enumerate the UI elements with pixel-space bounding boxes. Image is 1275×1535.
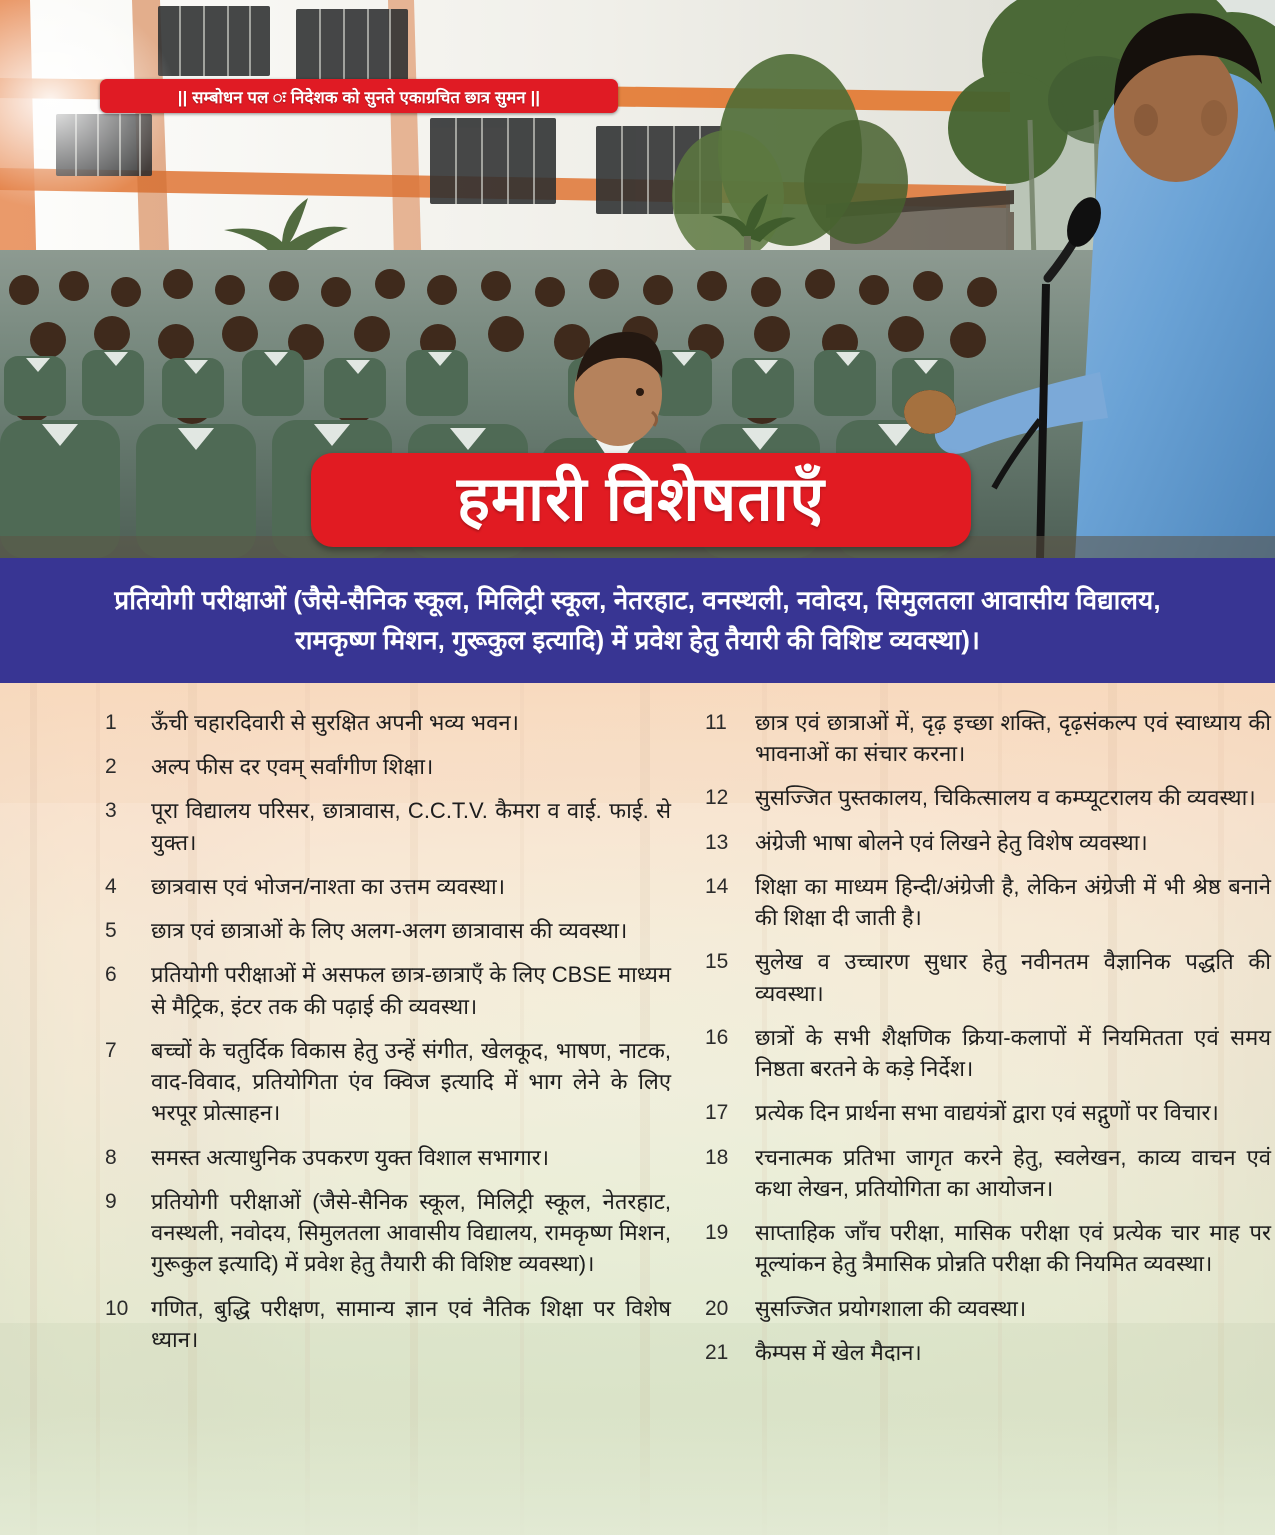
item-text: अंग्रेजी भाषा बोलने एवं लिखने हेतु विशेष व्यवस्था।	[755, 829, 1148, 855]
item-number: 10	[105, 1296, 129, 1320]
page-title: हमारी विशेषताएँ	[457, 465, 825, 534]
item-text: गणित, बुद्धि परीक्षण, सामान्य ज्ञान एवं नैतिक शिक्षा पर विशेष ध्यान।	[151, 1295, 671, 1352]
list-item	[105, 915, 671, 946]
bottom-fade	[0, 1415, 1275, 1535]
list-item	[105, 1186, 671, 1280]
item-text: साप्ताहिक जाँच परीक्षा, मासिक परीक्षा एवं प्रत्येक चार माह पर मूल्यांकन हेतु त्रैमासिक प्रोन्नति परीक्षा की नियमित व्यवस्था।	[755, 1220, 1271, 1277]
item-number: 19	[705, 1221, 729, 1245]
features-column-left	[105, 707, 671, 1381]
item-text: छात्रों के सभी शैक्षणिक क्रिया-कलापों में नियमितता एवं समय निष्ठता बरतने के कड़े निर्देश।	[755, 1024, 1271, 1082]
features-section	[0, 683, 1275, 1535]
subtitle-band	[0, 558, 1275, 683]
item-number: 12	[705, 786, 729, 810]
item-number: 20	[705, 1296, 729, 1320]
item-text: छात्र एवं छात्राओं के लिए अलग-अलग छात्रावास की व्यवस्था।	[151, 918, 628, 944]
item-text: सुसज्जित पुस्तकालय, चिकित्सालय व कम्प्यूटरालय की व्यवस्था।	[755, 785, 1256, 811]
item-text: प्रत्येक दिन प्रार्थना सभा वाद्ययंत्रों द्वारा एवं सद्गुणों पर विचार।	[755, 1100, 1219, 1126]
list-item	[705, 1022, 1271, 1084]
item-number: 7	[105, 1038, 117, 1062]
item-text: रचनात्मक प्रतिभा जागृत करने हेतु, स्वलेखन, काव्य वाचन एवं कथा लेखन, प्रतियोगिता का आयोजन।	[755, 1144, 1271, 1201]
list-item	[105, 795, 671, 857]
item-number: 9	[105, 1189, 117, 1213]
list-item	[705, 782, 1271, 813]
list-item	[105, 707, 671, 738]
item-text: सुसज्जित प्रयोगशाला की व्यवस्था।	[755, 1295, 1027, 1321]
list-item	[705, 1142, 1271, 1204]
item-text: अल्प फीस दर एवम् सर्वांगीण शिक्षा।	[151, 754, 434, 780]
list-item	[705, 946, 1271, 1008]
item-number: 6	[105, 963, 117, 987]
subtitle-text: प्रतियोगी परीक्षाओं (जैसे-सैनिक स्कूल, मिलिट्री स्कूल, नेतरहाट, वनस्थली, नवोदय, सिमुलतला आवासीय विद्यालय, रामकृष्ण मिशन, गुरूकुल इत्यादि) में प्रवेश हेतु तैयारी की विशिष्ट व्यवस्था)।	[114, 584, 1161, 655]
item-text: ऊँची चहारदिवारी से सुरक्षित अपनी भव्य भवन।	[151, 710, 519, 735]
item-text: पूरा विद्यालय परिसर, छात्रावास, C.C.T.V. कैमरा व वाई. फाई. से युक्त।	[151, 798, 671, 855]
item-text: छात्रवास एवं भोजन/नाश्ता का उत्तम व्यवस्था।	[151, 873, 506, 899]
photo-caption-text: || सम्बोधन पल ः निदेशक को सुनते एकाग्रचित छात्र सुमन ||	[177, 88, 541, 107]
item-text: छात्र एवं छात्राओं में, दृढ़ इच्छा शक्ति, दृढ़संकल्प एवं स्वाध्याय की भावनाओं का संचार करना।	[755, 710, 1271, 767]
item-number: 4	[105, 874, 117, 898]
item-number: 1	[105, 711, 117, 734]
item-text: शिक्षा का माध्यम हिन्दी/अंग्रेजी है, लेकिन अंग्रेजी में भी श्रेष्ठ बनाने की शिक्षा दी जाती है।	[755, 873, 1271, 931]
list-item	[105, 871, 671, 902]
item-number: 18	[705, 1145, 729, 1169]
feature-list-left	[105, 707, 671, 1355]
item-number: 13	[705, 830, 729, 854]
item-number: 17	[705, 1101, 729, 1125]
list-item	[105, 1293, 671, 1355]
item-number: 5	[105, 919, 117, 943]
list-item	[105, 1035, 671, 1129]
item-number: 11	[705, 711, 727, 734]
item-text: समस्त अत्याधुनिक उपकरण युक्त विशाल सभागार।	[151, 1144, 550, 1170]
list-item	[105, 1142, 671, 1173]
list-item	[705, 1097, 1271, 1128]
item-number: 8	[105, 1145, 117, 1169]
page-title-plate	[311, 453, 971, 547]
list-item	[705, 1337, 1271, 1368]
item-number: 15	[705, 950, 729, 974]
item-text: बच्चों के चतुर्दिक विकास हेतु उन्हें संगीत, खेलकूद, भाषण, नाटक, वाद-विवाद, प्रतियोगिता एंव क्विज इत्यादि में भाग लेने के लिए भरपूर प्रोत्साहन।	[151, 1037, 671, 1126]
item-number: 21	[705, 1340, 729, 1364]
item-text: सुलेख व उच्चारण सुधार हेतु नवीनतम वैज्ञानिक पद्धति की व्यवस्था।	[755, 949, 1271, 1006]
list-item	[705, 871, 1271, 933]
list-item	[105, 959, 671, 1021]
item-number: 3	[105, 799, 117, 823]
item-text: प्रतियोगी परीक्षाओं में असफल छात्र-छात्राएँ के लिए CBSE माध्यम से मैट्रिक, इंटर तक की पढ़ाई की व्यवस्था।	[151, 962, 671, 1019]
photo-caption-ribbon	[100, 79, 618, 113]
item-text: प्रतियोगी परीक्षाओं (जैसे-सैनिक स्कूल, मिलिट्री स्कूल, नेतरहाट, वनस्थली, नवोदय, सिमुलतला आवासीय विद्यालय, रामकृष्ण मिशन, गुरूकुल इत्यादि) में प्रवेश हेतु तैयारी की विशिष्ट व्यवस्था)।	[151, 1188, 671, 1277]
item-number: 14	[705, 874, 729, 898]
item-number: 16	[705, 1025, 729, 1049]
item-text: कैम्पस में खेल मैदान।	[755, 1339, 922, 1365]
features-columns	[0, 683, 1275, 1381]
item-number: 2	[105, 755, 117, 779]
features-column-right	[705, 707, 1271, 1381]
list-item	[705, 707, 1271, 769]
feature-list-right	[705, 707, 1271, 1368]
list-item	[705, 827, 1271, 858]
list-item	[705, 1293, 1271, 1324]
list-item	[105, 751, 671, 782]
list-item	[705, 1217, 1271, 1279]
